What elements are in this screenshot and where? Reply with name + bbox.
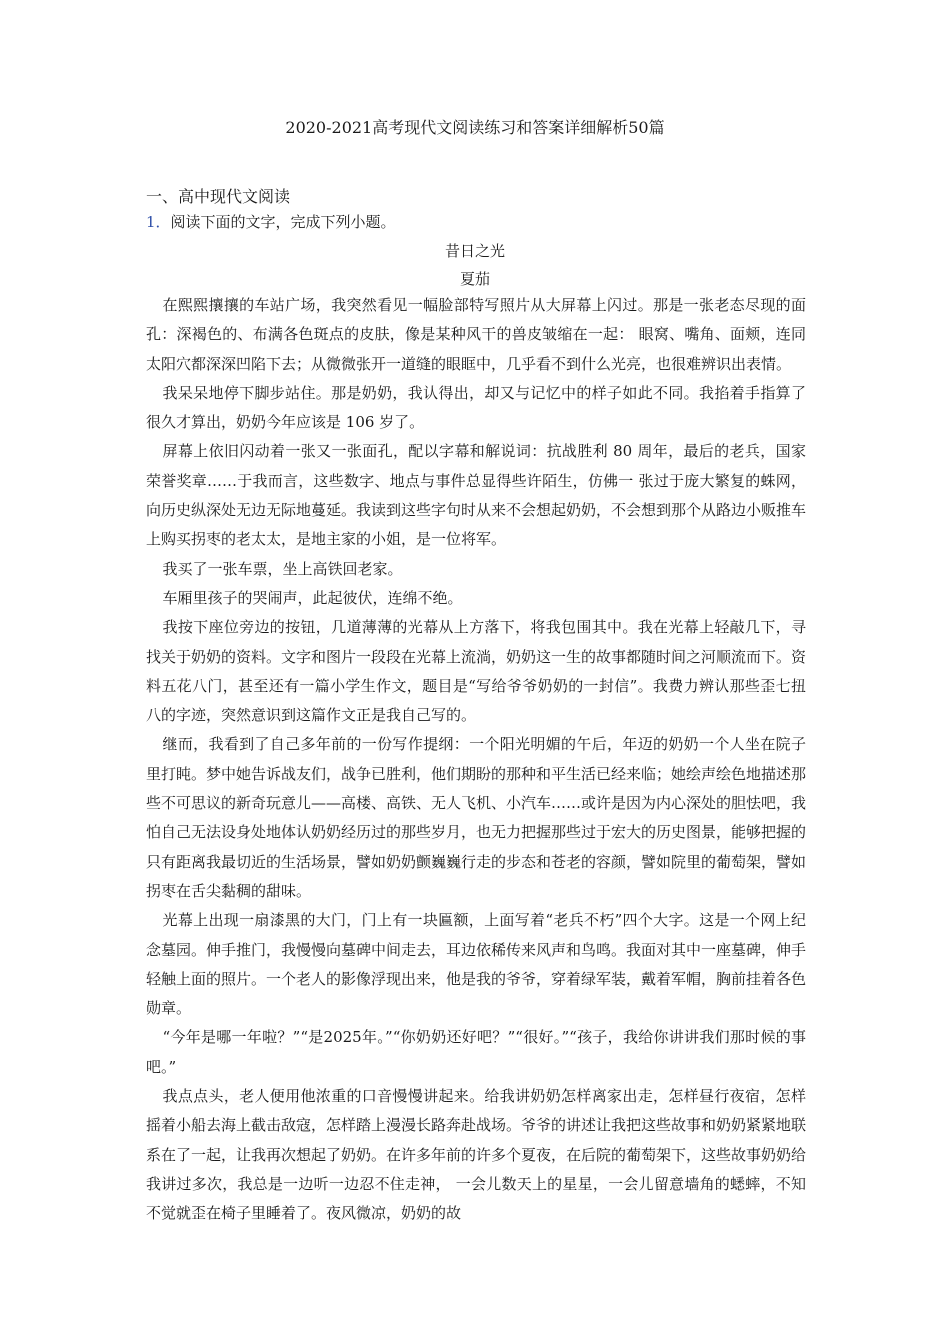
question-number: 1． [146,213,171,231]
paragraph: 我买了一张车票，坐上高铁回老家。 [162,559,403,578]
question-prompt: 阅读下面的文字，完成下列小题。 [170,213,396,231]
paragraph: “今年是哪一年啦？”“是2025年。”“你奶奶还好吧？”“很好。”“孩子，我给你讲讲我们那时候的事吧。” [146,1028,806,1076]
paragraph: 车厢里孩子的哭闹声，此起彼伏，连绵不绝。 [162,588,463,607]
paragraph: 继而，我看到了自己多年前的一份写作提纲：一个阳光明媚的午后，年迈的奶奶一个人坐在院子里打盹。梦中她告诉战友们，战争已胜利，他们期盼的那种和平生活已经来临；她绘声绘色地描述那些不可思议的新奇玩意儿——高楼、高铁、无人飞机、小汽车……或许是因为内心深处的胆怯吧，我怕自己无法设身处地体认奶奶经历过的那些岁月，也无力把握那些过于宏大的历史图景，能够把握的只有距离我最切近的生活场景，譬如奶奶颤巍巍行走的步态和苍老的容颜，譬如院里的葡萄架，譬如拐枣在舌尖黏稠的甜味。 [146,735,807,900]
paragraph: 我呆呆地停下脚步站住。那是奶奶，我认得出，却又与记忆中的样子如此不同。我掐着手指算了很久才算出，奶奶今年应该是 106 岁了。 [146,383,806,432]
question-line [146,211,396,233]
paragraph: 光幕上出现一扇漆黑的大门，门上有一块匾额，上面写着“老兵不朽”四个大字。这是一个网上纪念墓园。伸手推门，我慢慢向墓碑中间走去，耳边依稀传来风声和鸟鸣。我面对其中一座墓碑，伸手轻触上面的照片。一个老人的影像浮现出来，他是我的爷爷，穿着绿军装，戴着军帽，胸前挂着各色勋章。 [146,911,807,1018]
document-title: 2020-2021高考现代文阅读练习和答案详细解析50篇 [285,118,665,137]
section-heading: 一、高中现代文阅读 [146,187,291,206]
paragraph: 我点点头，老人便用他浓重的口音慢慢讲起来。给我讲奶奶怎样离家出走，怎样昼行夜宿，怎样摇着小船去海上截击敌寇，怎样踏上漫漫长路奔赴战场。爷爷的讲述让我把这些故事和奶奶紧紧地联系在了一起，让我再次想起了奶奶。在许多年前的许多个夏夜，在后院的葡萄架下，这些故事奶奶给我讲过多次，我总是一边听一边忍不住走神， 一会儿数天上的星星，一会儿留意墙角的蟋蟀，不知不觉就歪在椅子里睡着了。夜风微凉，奶奶的故 [146,1087,807,1223]
paragraph: 在熙熙攘攘的车站广场，我突然看见一幅脸部特写照片从大屏幕上闪过。那是一张老态尽现的面孔：深褐色的、布满各色斑点的皮肤，像是某种风干的兽皮皱缩在一起： 眼窝、嘴角、面颊，连同太阳穴都深深凹陷下去；从微微张开一道缝的眼眶中，几乎看不到什么光亮，也很难辨识出表情。 [146,296,806,373]
paragraph: 我按下座位旁边的按钮，几道薄薄的光幕从上方落下，将我包围其中。我在光幕上轻敲几下，寻找关于奶奶的资料。文字和图片一段段在光幕上流淌，奶奶这一生的故事都随时间之河顺流而下。资料五花八门，甚至还有一篇小学生作文，题目是“写给爷爷奶奶的一封信”。我费力辨认那些歪七扭八的字迹，突然意识到这篇作文正是我自己写的。 [146,618,807,725]
text-title: 昔日之光 [444,242,505,260]
article-body [146,291,806,1229]
paragraph: 屏幕上依旧闪动着一张又一张面孔，配以字幕和解说词：抗战胜利 80 周年，最后的老兵，国家荣誉奖章……于我而言，这些数字、地点与事件总显得些许陌生，仿佛一 张过于庞大繁复的蛛网，向历史纵深处无边无际地蔓延。我读到这些字句时从来不会想起奶奶，不会想到那个从路边小贩推车上购买拐枣的老太太，是地主家的小姐，是一位将军。 [146,442,807,549]
text-author: 夏茄 [459,270,490,288]
